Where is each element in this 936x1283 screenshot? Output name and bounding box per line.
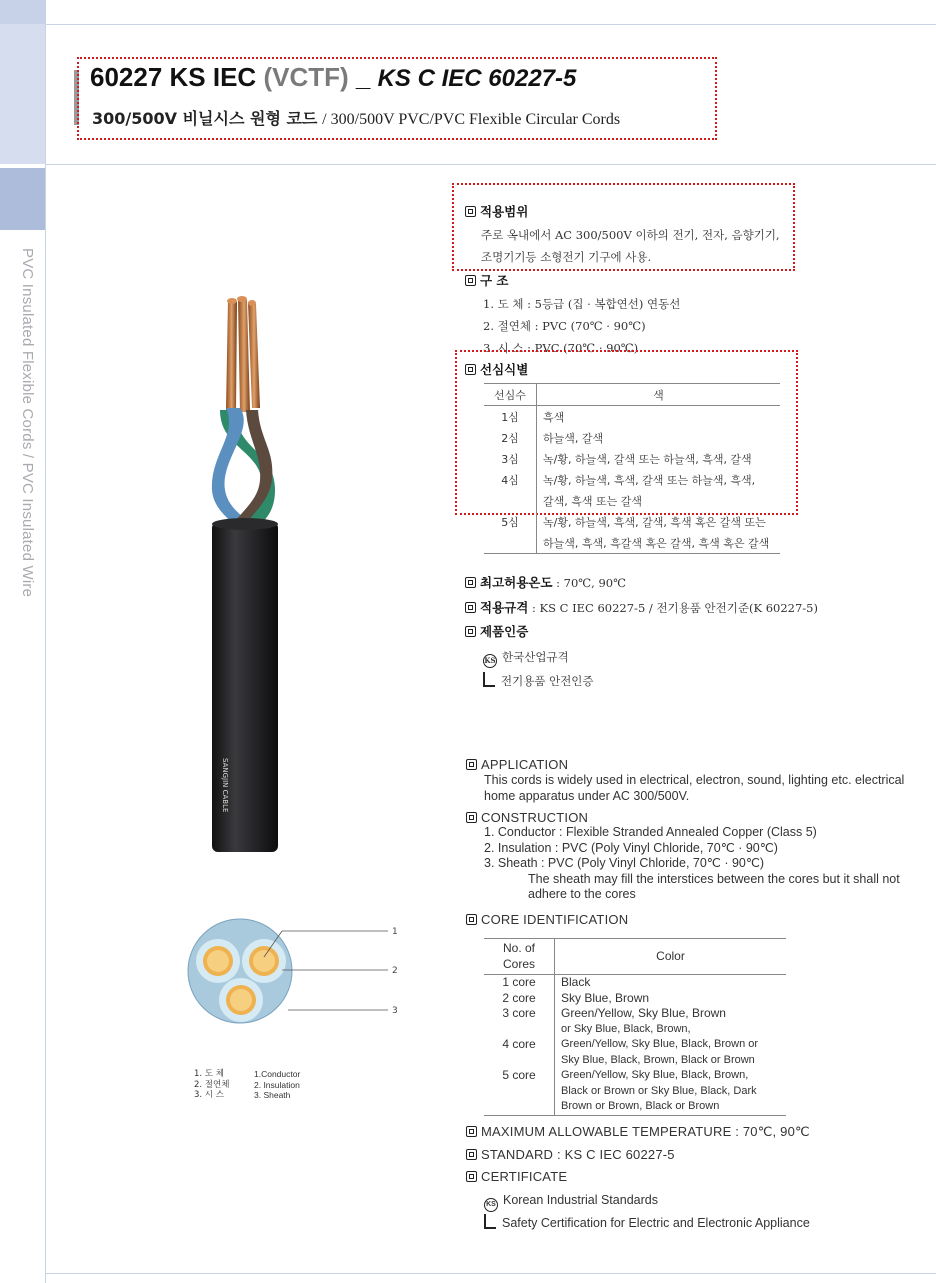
section-bullet-icon [466,1171,477,1182]
kr-application-text: 주로 옥내에서 AC 300/500V 이하의 전기, 전자, 음향기기, 조명기기등 소형전기 기구에 사용. [481,228,780,264]
page-title: 60227 KS IEC (VCTF) _ KS C IEC 60227-5 [90,62,577,92]
callout-2: 2 [392,966,398,976]
en-standard: STANDARD : KS C IEC 60227-5 [466,1147,675,1162]
sidebar-header-block [0,24,45,164]
page-subtitle: 300/500V 비닐시스 원형 코드 / 300/500V PVC/PVC Flexible Circular Cords [92,109,621,128]
table-row: 4심 녹/황, 하늘색, 흑색, 갈색 또는 하늘색, 흑색, [484,469,780,490]
table-row: 5심 녹/황, 하늘색, 흑색, 갈색, 흑색 혹은 갈색 또는 [484,511,780,532]
en-core-table: No. of Cores Color 1 core Black 2 core Sky Blue, Brown 3 core Green/Yellow, Sky Blue, Brown or Sky Blue, Black, Brown, 4 core Green/Yellow, Sky Blue, Black, Brown or Sky Blue, Black, Brown, Black or Brown 5 core Green/Yellow, Sky Blue, Black, Brown, Black or Brown or Sky Blue, Black, Dark Brown or Brown, Black or Brown [484,938,786,1116]
section-bullet-icon [465,275,476,286]
section-bullet-icon [466,1149,477,1160]
section-bullet-icon [466,812,477,823]
sidebar-top-block [0,0,45,24]
callout-1: 1 [392,927,398,937]
section-bullet-icon [465,602,476,613]
table-row: 2심 하늘색, 갈색 [484,427,780,448]
en-cert-list: KS Korean Industrial Standards Safety Certification for Electric and Electronic Appliance [484,1189,810,1234]
table-row: 1심 흑색 [484,406,780,428]
callout-3: 3 [392,1006,398,1016]
ks-mark-icon: KS [483,654,497,668]
kr-construction-title: 구 조 [465,271,509,289]
en-cert-title: CERTIFICATE [466,1169,567,1184]
en-construction-title: CONSTRUCTION [466,810,588,825]
table-row: 2 core Sky Blue, Brown [484,991,786,1007]
table-row: 1 core Black [484,975,786,991]
section-bullet-icon [466,1126,477,1137]
header-divider [45,164,936,165]
section-bullet-icon [465,626,476,637]
cable-illustration [180,290,300,860]
kr-core-title: 선심식별 [465,360,528,378]
section-bullet-icon [466,759,477,770]
table-row: 4 core Green/Yellow, Sky Blue, Black, Brown or Sky Blue, Black, Brown, Black or Brown [484,1037,786,1068]
ks-mark-icon: KS [484,1198,498,1212]
section-bullet-icon [466,914,477,925]
en-max-temp: MAXIMUM ALLOWABLE TEMPERATURE : 70℃, 90℃ [466,1124,810,1140]
kr-standard: 적용규격 : KS C IEC 60227-5 / 전기용품 안전기준(K 60227-5) [465,597,818,616]
top-divider [45,24,936,25]
en-application-text: This cords is widely used in electrical, electron, sound, lighting etc. electrical home apparatus under AC 300/500V. [484,773,905,803]
cable-print: SANGJIN CABLE [221,758,229,813]
kc-mark-icon [483,672,495,687]
bottom-divider [45,1273,936,1274]
en-construction-list: 1. Conductor : Flexible Stranded Annealed Copper (Class 5) 2. Insulation : PVC (Poly Vinyl Chloride, 70℃ · 90℃) 3. Sheath : PVC (Poly Vinyl Chloride, 70℃ · 90℃) The sheath may fill the interstices between the cores but it shall not adhere to the cores [484,825,900,901]
kr-max-temp: 최고허용온도 : 70℃, 90℃ [465,572,626,591]
kr-cert-list: KS 한국산업규격 전기용품 안전인증 [484,650,594,688]
table-row: 3 core Green/Yellow, Sky Blue, Brown or Sky Blue, Black, Brown, [484,1006,786,1037]
copper-conductors [226,296,260,412]
kr-core-table: 선심수 색 1심 흑색 2심 하늘색, 갈색 3심 녹/황, 하늘색, 갈색 또는 하늘색, 흑색, 갈색 4심 녹/황, 하늘색, 흑색, 갈색 또는 하늘색, 흑색, 갈색, 흑색 또는 갈색 5심 녹/황, 하늘색, 흑색, 갈색, 흑색 혹은 갈색 또는 하늘색, 흑색, 흑갈색 혹은 갈색, 흑색 혹은 갈색 [484,383,780,554]
cross-section-legend-en: 1.Conductor 2. Insulation 3. Sheath [254,1069,301,1100]
kc-mark-icon [484,1214,496,1229]
section-bullet-icon [465,206,476,217]
sidebar-active-tab[interactable] [0,168,45,230]
kr-application-title: 적용범위 [465,202,528,220]
section-bullet-icon [465,364,476,375]
kr-construction-list: 1. 도 체 : 5등급 (집 · 복합연선) 연동선 2. 절연체 : PVC (70℃ · 90℃) 3. 시 스 : PVC (70℃ · 90℃) [483,297,681,355]
en-application-title: APPLICATION [466,757,568,772]
en-core-title: CORE IDENTIFICATION [466,912,628,927]
table-row: 3심 녹/황, 하늘색, 갈색 또는 하늘색, 흑색, 갈색 [484,448,780,469]
table-row: 5 core Green/Yellow, Sky Blue, Black, Brown, Black or Brown or Sky Blue, Black, Dark Brown or Brown, Black or Brown [484,1068,786,1115]
section-bullet-icon [465,577,476,588]
kr-cert-title: 제품인증 [465,622,528,640]
cross-section-legend-kr: 1. 도 체 2. 절연체 3. 시 스 [194,1069,230,1100]
sidebar-vertical-title: PVC Insulated Flexible Cords / PVC Insulated Wire [19,248,36,598]
